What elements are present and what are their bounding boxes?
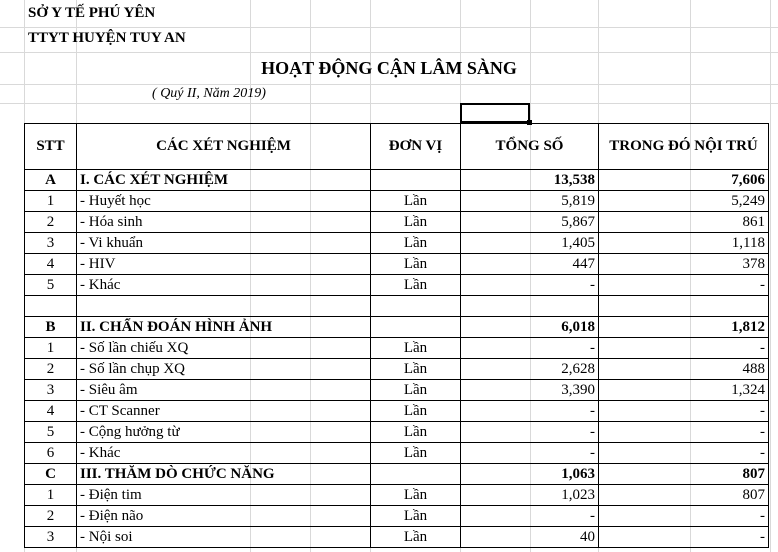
cell-total[interactable]: - xyxy=(461,443,599,464)
cell-name[interactable]: - Cộng hưởng từ xyxy=(77,422,371,443)
cell-total[interactable]: 1,063 xyxy=(461,464,599,485)
col-header-total: TỔNG SỐ xyxy=(461,124,599,170)
cell-name[interactable]: - Hóa sinh xyxy=(77,212,371,233)
cell-unit[interactable]: Lần xyxy=(371,191,461,212)
cell-inpatient[interactable]: - xyxy=(599,506,769,527)
gridline xyxy=(770,0,771,552)
cell-unit[interactable] xyxy=(371,317,461,338)
cell-name[interactable]: I. CÁC XÉT NGHIỆM xyxy=(77,170,371,191)
cell-total[interactable]: 1,405 xyxy=(461,233,599,254)
cell-stt[interactable]: 1 xyxy=(25,338,77,359)
table-row xyxy=(25,233,769,254)
cell-inpatient[interactable]: - xyxy=(599,401,769,422)
cell-inpatient[interactable]: 1,324 xyxy=(599,380,769,401)
table-row xyxy=(25,443,769,464)
cell-unit[interactable] xyxy=(371,296,461,317)
col-header-inpatient: TRONG ĐÓ NỘI TRÚ xyxy=(599,124,769,170)
cell-stt[interactable] xyxy=(25,296,77,317)
cell-total[interactable]: - xyxy=(461,275,599,296)
cell-total[interactable]: 5,867 xyxy=(461,212,599,233)
cell-stt[interactable]: C xyxy=(25,464,77,485)
cell-stt[interactable]: 5 xyxy=(25,275,77,296)
cell-name[interactable]: - Điện tim xyxy=(77,485,371,506)
cell-unit[interactable]: Lần xyxy=(371,254,461,275)
cell-stt[interactable]: 6 xyxy=(25,443,77,464)
cell-name[interactable]: - Siêu âm xyxy=(77,380,371,401)
cell-inpatient[interactable]: 861 xyxy=(599,212,769,233)
table-group-row xyxy=(25,317,769,338)
cell-name[interactable]: - CT Scanner xyxy=(77,401,371,422)
cell-inpatient[interactable]: 7,606 xyxy=(599,170,769,191)
cell-inpatient[interactable]: 5,249 xyxy=(599,191,769,212)
col-header-unit: ĐƠN VỊ xyxy=(371,124,461,170)
table-group-row xyxy=(25,464,769,485)
cell-name[interactable]: III. THĂM DÒ CHỨC NĂNG xyxy=(77,464,371,485)
org-line-2: TTYT HUYỆN TUY AN xyxy=(28,30,186,46)
gridline xyxy=(0,52,778,53)
gridline xyxy=(0,27,778,28)
cell-unit[interactable]: Lần xyxy=(371,380,461,401)
gridline xyxy=(0,103,778,104)
table-row xyxy=(25,527,769,548)
cell-total[interactable]: 2,628 xyxy=(461,359,599,380)
cell-stt[interactable]: 2 xyxy=(25,212,77,233)
cell-name[interactable]: II. CHẨN ĐOÁN HÌNH ẢNH xyxy=(77,317,371,338)
cell-name[interactable]: - Điện não xyxy=(77,506,371,527)
cell-inpatient[interactable]: 807 xyxy=(599,464,769,485)
cell-inpatient[interactable]: - xyxy=(599,527,769,548)
cell-inpatient[interactable]: 1,812 xyxy=(599,317,769,338)
gridline xyxy=(0,84,778,85)
cell-unit[interactable]: Lần xyxy=(371,527,461,548)
cell-unit[interactable]: Lần xyxy=(371,506,461,527)
cell-total[interactable]: 5,819 xyxy=(461,191,599,212)
cell-name[interactable]: - Số lần chiếu XQ xyxy=(77,338,371,359)
cell-stt[interactable]: B xyxy=(25,317,77,338)
cell-name[interactable]: - Khác xyxy=(77,443,371,464)
cell-inpatient[interactable]: 1,118 xyxy=(599,233,769,254)
cell-inpatient[interactable]: - xyxy=(599,338,769,359)
table-group-row xyxy=(25,170,769,191)
selected-cell[interactable] xyxy=(460,103,530,123)
table-row xyxy=(25,380,769,401)
cell-inpatient[interactable]: 807 xyxy=(599,485,769,506)
cell-stt[interactable]: 5 xyxy=(25,422,77,443)
cell-total[interactable] xyxy=(461,296,599,317)
cell-total[interactable]: - xyxy=(461,401,599,422)
table-row xyxy=(25,401,769,422)
cell-total[interactable]: 13,538 xyxy=(461,170,599,191)
cell-unit[interactable]: Lần xyxy=(371,233,461,254)
cell-stt[interactable]: 4 xyxy=(25,401,77,422)
cell-unit[interactable] xyxy=(371,170,461,191)
table-row xyxy=(25,275,769,296)
cell-stt[interactable]: A xyxy=(25,170,77,191)
col-header-stt: STT xyxy=(25,124,77,170)
cell-unit[interactable]: Lần xyxy=(371,485,461,506)
cell-name[interactable]: - Khác xyxy=(77,275,371,296)
col-header-name: CÁC XÉT NGHIỆM xyxy=(77,124,371,170)
cell-stt[interactable]: 2 xyxy=(25,506,77,527)
cell-name[interactable]: - Vi khuẩn xyxy=(77,233,371,254)
table-row xyxy=(25,359,769,380)
cell-inpatient[interactable]: - xyxy=(599,422,769,443)
cell-unit[interactable] xyxy=(371,464,461,485)
table-row xyxy=(25,254,769,275)
cell-total[interactable]: 447 xyxy=(461,254,599,275)
cell-unit[interactable]: Lần xyxy=(371,443,461,464)
cell-stt[interactable]: 3 xyxy=(25,527,77,548)
cell-total[interactable]: 40 xyxy=(461,527,599,548)
cell-stt[interactable]: 2 xyxy=(25,359,77,380)
table-body xyxy=(25,170,769,548)
cell-total[interactable]: - xyxy=(461,338,599,359)
cell-stt[interactable]: 3 xyxy=(25,233,77,254)
cell-unit[interactable]: Lần xyxy=(371,338,461,359)
cell-inpatient[interactable]: - xyxy=(599,275,769,296)
cell-stt[interactable]: 1 xyxy=(25,485,77,506)
report-title: HOẠT ĐỘNG CẬN LÂM SÀNG xyxy=(261,58,517,78)
data-table xyxy=(24,123,769,548)
cell-unit[interactable]: Lần xyxy=(371,275,461,296)
cell-stt[interactable]: 4 xyxy=(25,254,77,275)
cell-inpatient[interactable]: 378 xyxy=(599,254,769,275)
report-period: ( Quý II, Năm 2019) xyxy=(152,86,266,101)
table-row xyxy=(25,296,769,317)
table-row xyxy=(25,338,769,359)
cell-unit[interactable]: Lần xyxy=(371,212,461,233)
cell-unit[interactable]: Lần xyxy=(371,401,461,422)
table-row xyxy=(25,422,769,443)
table-row xyxy=(25,506,769,527)
cell-inpatient[interactable]: - xyxy=(599,443,769,464)
cell-stt[interactable]: 3 xyxy=(25,380,77,401)
cell-name[interactable]: - Huyết học xyxy=(77,191,371,212)
cell-total[interactable]: - xyxy=(461,506,599,527)
cell-total[interactable]: 1,023 xyxy=(461,485,599,506)
cell-unit[interactable]: Lần xyxy=(371,422,461,443)
cell-total[interactable]: - xyxy=(461,422,599,443)
cell-name[interactable]: - HIV xyxy=(77,254,371,275)
cell-stt[interactable]: 1 xyxy=(25,191,77,212)
cell-name[interactable]: - Nội soi xyxy=(77,527,371,548)
table-row xyxy=(25,485,769,506)
cell-inpatient[interactable]: 488 xyxy=(599,359,769,380)
cell-total[interactable]: 3,390 xyxy=(461,380,599,401)
cell-inpatient[interactable] xyxy=(599,296,769,317)
cell-total[interactable]: 6,018 xyxy=(461,317,599,338)
table-row xyxy=(25,191,769,212)
cell-name[interactable] xyxy=(77,296,371,317)
cell-unit[interactable]: Lần xyxy=(371,359,461,380)
table-row xyxy=(25,212,769,233)
org-line-1: SỞ Y TẾ PHÚ YÊN xyxy=(28,5,156,21)
cell-name[interactable]: - Số lần chụp XQ xyxy=(77,359,371,380)
